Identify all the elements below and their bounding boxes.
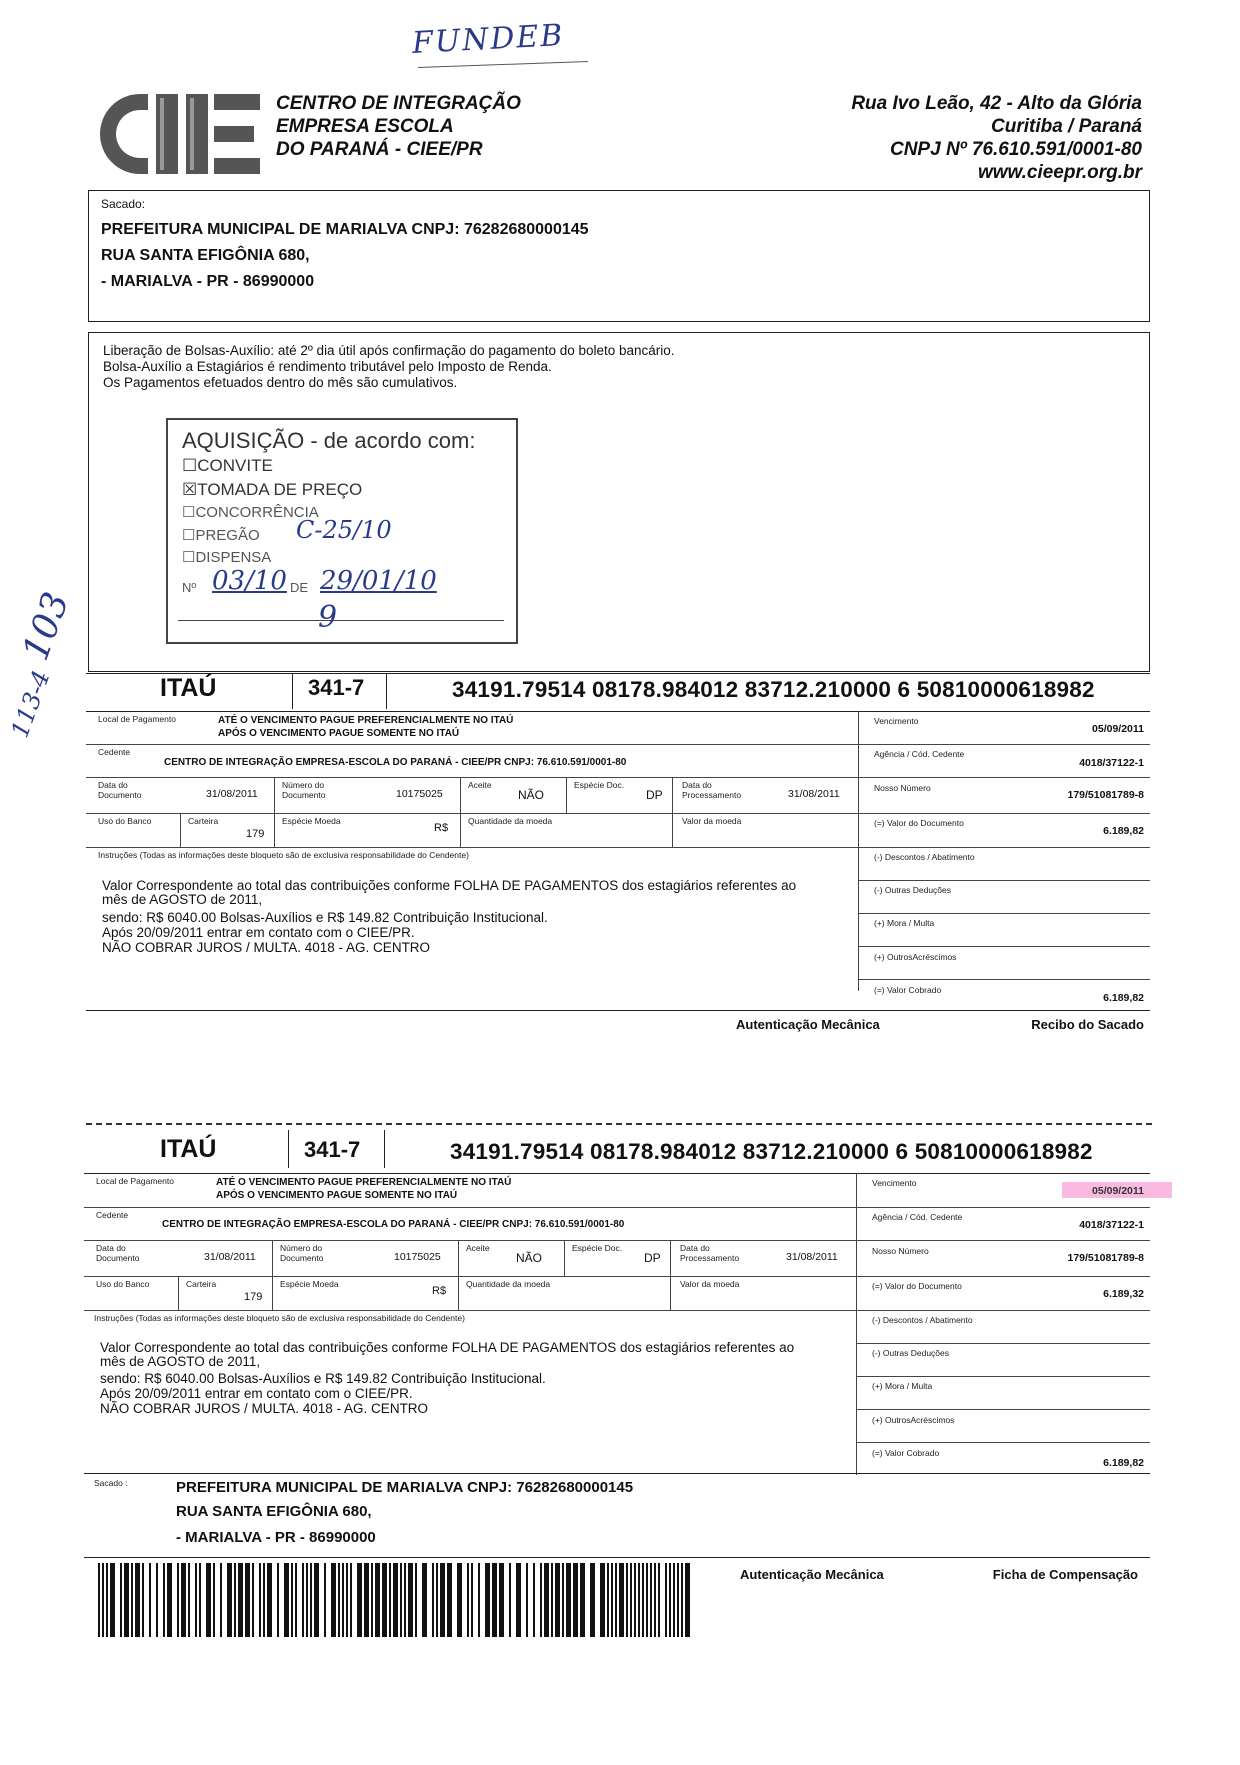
stamp-option-label: CONCORRÊNCIA bbox=[195, 504, 319, 521]
slip1-line bbox=[858, 880, 1150, 881]
barcode-bar bbox=[284, 1563, 289, 1637]
slip2-sacado-street: RUA SANTA EFIGÔNIA 680, bbox=[176, 1503, 372, 1520]
slip2-num-doc-label: Número do Documento bbox=[280, 1243, 324, 1263]
barcode-bar bbox=[364, 1563, 369, 1637]
slip2-local-line1: ATÉ O VENCIMENTO PAGUE PREFERENCIALMENTE NO ITAÚ bbox=[216, 1177, 512, 1188]
barcode-bar bbox=[206, 1563, 211, 1637]
slip2-data-doc-label: Data do Documento bbox=[96, 1243, 140, 1263]
slip2-divider bbox=[384, 1130, 385, 1168]
barcode-bar bbox=[167, 1563, 172, 1637]
slip2-especie-moeda-label: Espécie Moeda bbox=[280, 1279, 339, 1289]
barcode-bar bbox=[295, 1563, 297, 1637]
barcode-bar bbox=[681, 1563, 683, 1637]
slip2-sacado-name: PREFEITURA MUNICIPAL DE MARIALVA CNPJ: 76282680000145 bbox=[176, 1479, 634, 1496]
slip1-aceite-label: Aceite bbox=[468, 780, 492, 790]
barcode-bar bbox=[626, 1563, 628, 1637]
slip2-num-doc: 10175025 bbox=[394, 1251, 441, 1263]
sacado-label: Sacado: bbox=[101, 197, 146, 211]
barcode-bar bbox=[338, 1563, 340, 1637]
slip2-local-label: Local de Pagamento bbox=[96, 1176, 174, 1186]
barcode-bar bbox=[342, 1563, 344, 1637]
slip2-cell-divider bbox=[564, 1240, 565, 1276]
barcode-bar bbox=[436, 1563, 438, 1637]
slip1-data-doc-label: Data do Documento bbox=[98, 780, 142, 800]
barcode-bar bbox=[135, 1563, 140, 1637]
slip1-cell-divider bbox=[274, 777, 275, 847]
slip1-recibo-label: Recibo do Sacado bbox=[1031, 1017, 1144, 1032]
barcode-bar bbox=[234, 1563, 236, 1637]
slip2-valor-doc: 6.189,32 bbox=[1103, 1288, 1144, 1300]
barcode-bar bbox=[619, 1563, 624, 1637]
slip2-cedente-label: Cedente bbox=[96, 1210, 129, 1220]
barcode-bar bbox=[669, 1563, 671, 1637]
stamp-date-value: 29/01/10 bbox=[320, 566, 437, 596]
org-address-line1: Rua Ivo Leão, 42 - Alto da Glória bbox=[851, 93, 1142, 114]
slip1-outras-label: (-) Outras Deduções bbox=[874, 885, 951, 895]
slip1-agencia-label: Agência / Cód. Cedente bbox=[874, 749, 965, 759]
barcode-bar bbox=[302, 1563, 304, 1637]
barcode-bar bbox=[540, 1563, 542, 1637]
slip2-instr-line1: Valor Correspondente ao total das contribuições conforme FOLHA DE PAGAMENTOS dos estagiários referentes ao bbox=[100, 1340, 795, 1355]
org-website: www.cieepr.org.br bbox=[977, 162, 1142, 183]
barcode-bar bbox=[177, 1563, 179, 1637]
barcode-bar bbox=[291, 1563, 293, 1637]
slip2-line bbox=[856, 1376, 1150, 1377]
slip2-valor-doc-label: (=) Valor do Documento bbox=[872, 1281, 962, 1291]
barcode-bar bbox=[555, 1563, 560, 1637]
slip2-local-line2: APÓS O VENCIMENTO PAGUE SOMENTE NO ITAÚ bbox=[216, 1190, 458, 1201]
slip1-line bbox=[858, 913, 1150, 914]
barcode-bar bbox=[447, 1563, 452, 1637]
barcode-bar bbox=[149, 1563, 151, 1637]
barcode-bar bbox=[120, 1563, 122, 1637]
slip1-cell-divider bbox=[460, 777, 461, 847]
barcode-bar bbox=[408, 1563, 413, 1637]
slip1-valor-cobrado: 6.189,82 bbox=[1103, 992, 1144, 1004]
barcode-bar bbox=[607, 1563, 609, 1637]
slip2-digitable-line: 34191.79514 08178.984012 83712.210000 6 50810000618982 bbox=[450, 1139, 1093, 1164]
info-line3: Os Pagamentos efetuados dentro do mês são cumulativos. bbox=[103, 375, 458, 390]
stamp-pregao-handwritten: C-25/10 bbox=[296, 516, 392, 544]
stamp-option-label: CONVITE bbox=[197, 456, 273, 475]
slip1-carteira: 179 bbox=[246, 828, 265, 840]
barcode-bar bbox=[252, 1563, 254, 1637]
barcode-bar bbox=[263, 1563, 265, 1637]
barcode-bar bbox=[646, 1563, 648, 1637]
slip1-aceite: NÃO bbox=[518, 788, 545, 802]
slip2-bottom-border bbox=[84, 1557, 1150, 1558]
barcode-bar bbox=[611, 1563, 613, 1637]
barcode-bar bbox=[600, 1563, 605, 1637]
barcode-bar bbox=[590, 1563, 595, 1637]
barcode-bar bbox=[630, 1563, 632, 1637]
slip1-descontos-label: (-) Descontos / Abatimento bbox=[874, 852, 975, 862]
slip1-especie-doc: DP bbox=[646, 788, 663, 802]
slip2-nosso: 179/51081789-8 bbox=[1067, 1252, 1144, 1264]
org-address-line2: Curitiba / Paraná bbox=[991, 116, 1142, 137]
org-cnpj: CNPJ Nº 76.610.591/0001-80 bbox=[889, 139, 1142, 160]
slip1-qtd-label: Quantidade da moeda bbox=[468, 816, 553, 826]
slip1-bank-name: ITAÚ bbox=[160, 674, 217, 702]
slip1-cell-divider bbox=[566, 777, 567, 813]
slip2-line bbox=[84, 1310, 1150, 1311]
slip1-acresc-label: (+) OutrosAcréscimos bbox=[874, 952, 957, 962]
barcode-bar bbox=[566, 1563, 571, 1637]
slip1-line bbox=[86, 744, 1150, 745]
barcode-bar bbox=[310, 1563, 312, 1637]
sacado-box bbox=[88, 190, 1150, 322]
barcode-bar bbox=[199, 1563, 201, 1637]
stamp-option-tomada bbox=[182, 480, 362, 500]
barcode-bar bbox=[673, 1563, 675, 1637]
slip2-vencimento-label: Vencimento bbox=[872, 1178, 917, 1188]
stamp-option-dispensa bbox=[182, 548, 271, 566]
barcode-bar bbox=[432, 1563, 434, 1637]
barcode-bar bbox=[277, 1563, 279, 1637]
org-name-line3: DO PARANÁ - CIEE/PR bbox=[276, 139, 483, 160]
slip2-valor-cobrado: 6.189,82 bbox=[1103, 1457, 1144, 1469]
slip1-autenticacao: Autenticação Mecânica bbox=[736, 1017, 880, 1032]
barcode-bar bbox=[371, 1563, 373, 1637]
slip1-carteira-label: Carteira bbox=[188, 816, 219, 826]
barcode-bar bbox=[422, 1563, 427, 1637]
barcode-bar bbox=[400, 1563, 402, 1637]
barcode-bar bbox=[516, 1563, 521, 1637]
barcode-bar bbox=[615, 1563, 617, 1637]
handwritten-page-range: 113-4 bbox=[5, 666, 56, 742]
slip1-digitable-line: 34191.79514 08178.984012 83712.210000 6 50810000618982 bbox=[452, 677, 1095, 702]
checkbox-empty-icon: ☐ bbox=[182, 527, 196, 544]
barcode-bar bbox=[415, 1563, 417, 1637]
slip1-top-border bbox=[86, 673, 1150, 674]
slip1-agencia: 4018/37122-1 bbox=[1079, 757, 1144, 769]
slip1-num-doc: 10175025 bbox=[396, 788, 443, 800]
barcode-bar bbox=[551, 1563, 553, 1637]
slip2-instr-line2: mês de AGOSTO de 2011, bbox=[100, 1354, 261, 1369]
slip2-line bbox=[84, 1207, 1150, 1208]
barcode-bar bbox=[634, 1563, 636, 1637]
barcode-bar bbox=[393, 1563, 398, 1637]
slip2-valor-moeda-label: Valor da moeda bbox=[680, 1279, 740, 1289]
stamp-title: AQUISIÇÃO - de acordo com: bbox=[182, 428, 476, 453]
barcode-bar bbox=[544, 1563, 549, 1637]
slip1-data-proc-label: Data do Processamento bbox=[682, 780, 742, 800]
slip2-cell-divider bbox=[178, 1276, 179, 1310]
checkbox-checked-icon: ☒ bbox=[182, 480, 198, 499]
slip1-line bbox=[86, 847, 1150, 848]
stamp-number-value: 03/10 bbox=[212, 566, 287, 596]
stamp-number-label: Nº bbox=[182, 580, 197, 595]
barcode-bar bbox=[331, 1563, 336, 1637]
barcode-bar bbox=[195, 1563, 197, 1637]
slip2-data-proc-label: Data do Processamento bbox=[680, 1243, 740, 1263]
barcode-bar bbox=[526, 1563, 528, 1637]
slip2-cell-divider bbox=[458, 1240, 459, 1310]
slip1-especie-moeda-label: Espécie Moeda bbox=[282, 816, 341, 826]
slip2-bank-code: 341-7 bbox=[304, 1137, 361, 1162]
slip1-num-doc-label: Número do Documento bbox=[282, 780, 326, 800]
barcode-bar bbox=[124, 1563, 129, 1637]
stamp-option-label: PREGÃO bbox=[195, 527, 260, 544]
barcode-bar bbox=[238, 1563, 243, 1637]
slip2-agencia: 4018/37122-1 bbox=[1079, 1219, 1144, 1231]
barcode-bar bbox=[638, 1563, 640, 1637]
slip2-divider bbox=[288, 1130, 289, 1168]
barcode-bar bbox=[478, 1563, 480, 1637]
slip2-qtd-label: Quantidade da moeda bbox=[466, 1279, 551, 1289]
slip2-instr-line5: NÃO COBRAR JUROS / MULTA. 4018 - AG. CENTRO bbox=[100, 1401, 429, 1416]
slip2-line bbox=[856, 1343, 1150, 1344]
slip2-line bbox=[84, 1240, 1150, 1241]
barcode-bar bbox=[314, 1563, 319, 1637]
org-name-line2: EMPRESA ESCOLA bbox=[276, 116, 454, 137]
slip1-bank-code: 341-7 bbox=[308, 675, 365, 700]
slip2-nosso-label: Nosso Número bbox=[872, 1246, 929, 1256]
handwritten-fundeb: FUNDEB bbox=[411, 18, 566, 61]
slip2-carteira-label: Carteira bbox=[186, 1279, 217, 1289]
slip2-mora-label: (+) Mora / Multa bbox=[872, 1381, 933, 1391]
barcode-bar bbox=[267, 1563, 272, 1637]
slip1-mora-label: (+) Mora / Multa bbox=[874, 918, 935, 928]
slip2-especie-doc-label: Espécie Doc. bbox=[572, 1243, 623, 1253]
barcode-bar bbox=[324, 1563, 326, 1637]
slip1-cell-divider bbox=[672, 777, 673, 847]
barcode-bar bbox=[685, 1563, 690, 1637]
barcode-bar bbox=[375, 1563, 380, 1637]
sacado-city: - MARIALVA - PR - 86990000 bbox=[101, 273, 315, 290]
barcode-bar bbox=[220, 1563, 222, 1637]
barcode-bar bbox=[142, 1563, 144, 1637]
barcode-bar bbox=[188, 1563, 190, 1637]
checkbox-empty-icon: ☐ bbox=[182, 456, 198, 475]
slip2-descontos-label: (-) Descontos / Abatimento bbox=[872, 1315, 973, 1325]
slip2-aceite-label: Aceite bbox=[466, 1243, 490, 1253]
slip1-especie-moeda: R$ bbox=[434, 822, 449, 834]
slip1-data-doc: 31/08/2011 bbox=[206, 788, 258, 800]
slip1-instr-line1: Valor Correspondente ao total das contribuições conforme FOLHA DE PAGAMENTOS dos estagiários referentes ao bbox=[102, 878, 797, 893]
slip1-local-label: Local de Pagamento bbox=[98, 714, 176, 724]
slip1-bottom-border bbox=[86, 1010, 1150, 1011]
slip1-cell-divider bbox=[180, 813, 181, 847]
slip2-especie-doc: DP bbox=[644, 1251, 661, 1265]
org-name-line1: CENTRO DE INTEGRAÇÃO bbox=[276, 93, 521, 114]
slip1-instr-line2: mês de AGOSTO de 2011, bbox=[102, 892, 263, 907]
slip1-nosso: 179/51081789-8 bbox=[1067, 789, 1144, 801]
slip1-vencimento: 05/09/2011 bbox=[1092, 723, 1144, 735]
barcode-bar bbox=[346, 1563, 348, 1637]
slip1-instr-label: Instruções (Todas as informações deste bloqueto são de exclusiva responsabilidade do Cendente) bbox=[98, 850, 469, 860]
slip2-line bbox=[856, 1442, 1150, 1443]
info-line1: Liberação de Bolsas-Auxílio: até 2º dia útil após confirmação do pagamento do boleto bancário. bbox=[103, 343, 675, 358]
slip1-especie-doc-label: Espécie Doc. bbox=[574, 780, 625, 790]
stamp-option-pregao bbox=[182, 526, 260, 544]
checkbox-empty-icon: ☐ bbox=[182, 504, 196, 521]
slip2-instr-line4: Após 20/09/2011 entrar em contato com o CIEE/PR. bbox=[100, 1386, 413, 1401]
slip1-valor-doc-label: (=) Valor do Documento bbox=[874, 818, 964, 828]
cut-line bbox=[86, 1123, 1152, 1125]
barcode-bar bbox=[306, 1563, 308, 1637]
slip1-line bbox=[858, 946, 1150, 947]
barcode-bar bbox=[665, 1563, 667, 1637]
barcode-bar bbox=[245, 1563, 250, 1637]
stamp-option-label: DISPENSA bbox=[195, 549, 272, 566]
slip1-line bbox=[86, 777, 1150, 778]
ciee-logo-graphic bbox=[100, 88, 264, 180]
slip1-cobrado-label: (=) Valor Cobrado bbox=[874, 985, 942, 995]
barcode-bar bbox=[562, 1563, 564, 1637]
slip2-acresc-label: (+) OutrosAcréscimos bbox=[872, 1415, 955, 1425]
barcode-bar bbox=[533, 1563, 535, 1637]
slip2-outras-label: (-) Outras Deduções bbox=[872, 1348, 949, 1358]
slip1-line bbox=[86, 711, 1150, 712]
barcode-bar bbox=[580, 1563, 585, 1637]
barcode-bar bbox=[259, 1563, 261, 1637]
barcode-bar bbox=[213, 1563, 215, 1637]
info-line2: Bolsa-Auxílio a Estagiários é rendimento tributável pelo Imposto de Renda. bbox=[103, 359, 552, 374]
slip2-line bbox=[84, 1276, 1150, 1277]
slip2-sacado-label: Sacado : bbox=[94, 1478, 128, 1488]
barcode-bar bbox=[131, 1563, 133, 1637]
barcode-bar bbox=[389, 1563, 391, 1637]
stamp-option-label: TOMADA DE PREÇO bbox=[197, 480, 363, 499]
slip2-bank-name: ITAÚ bbox=[160, 1135, 217, 1163]
slip2-aceite: NÃO bbox=[516, 1251, 543, 1265]
slip1-data-proc: 31/08/2011 bbox=[788, 788, 840, 800]
slip2-cell-divider bbox=[272, 1240, 273, 1310]
slip2-carteira: 179 bbox=[244, 1291, 263, 1303]
slip1-uso-label: Uso do Banco bbox=[98, 816, 152, 826]
slip2-vencimento: 05/09/2011 bbox=[1092, 1185, 1144, 1197]
slip2-cedente: CENTRO DE INTEGRAÇÃO EMPRESA-ESCOLA DO PARANÁ - CIEE/PR CNPJ: 76.610.591/0001-80 bbox=[162, 1219, 625, 1230]
slip2-uso-label: Uso do Banco bbox=[96, 1279, 150, 1289]
barcode-bar bbox=[499, 1563, 504, 1637]
slip1-cedente: CENTRO DE INTEGRAÇÃO EMPRESA-ESCOLA DO PARANÁ - CIEE/PR CNPJ: 76.610.591/0001-80 bbox=[164, 757, 627, 768]
slip2-sacado-city: - MARIALVA - PR - 86990000 bbox=[176, 1529, 376, 1546]
barcode-bar bbox=[654, 1563, 656, 1637]
barcode-bar bbox=[485, 1563, 490, 1637]
barcode-bar bbox=[163, 1563, 165, 1637]
slip2-cell-divider bbox=[670, 1240, 671, 1310]
barcode-bar bbox=[440, 1563, 445, 1637]
barcode-bar bbox=[110, 1563, 115, 1637]
slip2-instr-label: Instruções (Todas as informações deste bloqueto são de exclusiva responsabilidade do Cendente) bbox=[94, 1313, 465, 1323]
stamp-option-convite bbox=[182, 456, 273, 476]
slip1-valor-doc: 6.189,82 bbox=[1103, 825, 1144, 837]
barcode-bar bbox=[382, 1563, 387, 1637]
sacado-name: PREFEITURA MUNICIPAL DE MARIALVA CNPJ: 76282680000145 bbox=[101, 221, 589, 238]
slip1-local-line2: APÓS O VENCIMENTO PAGUE SOMENTE NO ITAÚ bbox=[218, 728, 460, 739]
barcode bbox=[98, 1563, 702, 1637]
barcode-bar bbox=[492, 1563, 497, 1637]
acquisition-stamp bbox=[166, 418, 518, 644]
barcode-bar bbox=[509, 1563, 511, 1637]
barcode-bar bbox=[227, 1563, 232, 1637]
slip2-line bbox=[84, 1173, 1150, 1174]
barcode-bar bbox=[156, 1563, 158, 1637]
barcode-bar bbox=[471, 1563, 473, 1637]
slip2-instr-line3: sendo: R$ 6040.00 Bolsas-Auxílios e R$ 149.82 Contribuição Institucional. bbox=[100, 1371, 546, 1386]
barcode-bar bbox=[181, 1563, 186, 1637]
slip1-right-col-divider bbox=[858, 711, 859, 991]
slip1-instr-line3: sendo: R$ 6040.00 Bolsas-Auxílios e R$ 149.82 Contribuição Institucional. bbox=[102, 910, 548, 925]
slip1-line bbox=[86, 813, 1150, 814]
slip2-line bbox=[84, 1473, 1150, 1474]
barcode-bar bbox=[457, 1563, 462, 1637]
barcode-bar bbox=[350, 1563, 352, 1637]
slip1-instr-line5: NÃO COBRAR JUROS / MULTA. 4018 - AG. CENTRO bbox=[102, 940, 431, 955]
sacado-street: RUA SANTA EFIGÔNIA 680, bbox=[101, 247, 310, 264]
slip1-instr-line4: Após 20/09/2011 entrar em contato com o CIEE/PR. bbox=[102, 925, 415, 940]
slip1-divider bbox=[386, 673, 387, 709]
slip2-cobrado-label: (=) Valor Cobrado bbox=[872, 1448, 940, 1458]
slip2-line bbox=[856, 1409, 1150, 1410]
barcode-bar bbox=[642, 1563, 644, 1637]
handwritten-page-number: 103 bbox=[15, 587, 78, 666]
stamp-signature-line bbox=[178, 620, 504, 621]
slip2-right-col-divider bbox=[856, 1173, 857, 1475]
slip1-nosso-label: Nosso Número bbox=[874, 783, 931, 793]
barcode-bar bbox=[357, 1563, 362, 1637]
slip2-especie-moeda: R$ bbox=[432, 1285, 447, 1297]
slip2-agencia-label: Agência / Cód. Cedente bbox=[872, 1212, 963, 1222]
slip2-data-proc: 31/08/2011 bbox=[786, 1251, 838, 1263]
slip1-line bbox=[858, 979, 1150, 980]
ciee-logo bbox=[100, 88, 264, 180]
slip1-cedente-label: Cedente bbox=[98, 747, 131, 757]
slip2-ficha-label: Ficha de Compensação bbox=[992, 1567, 1138, 1582]
handwritten-underline bbox=[418, 61, 588, 68]
barcode-bar bbox=[658, 1563, 660, 1637]
slip2-data-doc: 31/08/2011 bbox=[204, 1251, 256, 1263]
barcode-bar bbox=[650, 1563, 652, 1637]
slip1-local-line1: ATÉ O VENCIMENTO PAGUE PREFERENCIALMENTE NO ITAÚ bbox=[218, 715, 514, 726]
stamp-signature: 9 bbox=[318, 600, 338, 635]
slip1-valor-moeda-label: Valor da moeda bbox=[682, 816, 742, 826]
slip1-vencimento-label: Vencimento bbox=[874, 716, 919, 726]
barcode-bar bbox=[677, 1563, 679, 1637]
barcode-bar bbox=[106, 1563, 108, 1637]
barcode-bar bbox=[573, 1563, 578, 1637]
slip1-divider bbox=[292, 673, 293, 709]
checkbox-empty-icon: ☐ bbox=[182, 549, 196, 566]
barcode-bar bbox=[467, 1563, 469, 1637]
barcode-bar bbox=[404, 1563, 406, 1637]
stamp-de-label: DE bbox=[290, 580, 309, 595]
slip2-autenticacao: Autenticação Mecânica bbox=[740, 1567, 884, 1582]
